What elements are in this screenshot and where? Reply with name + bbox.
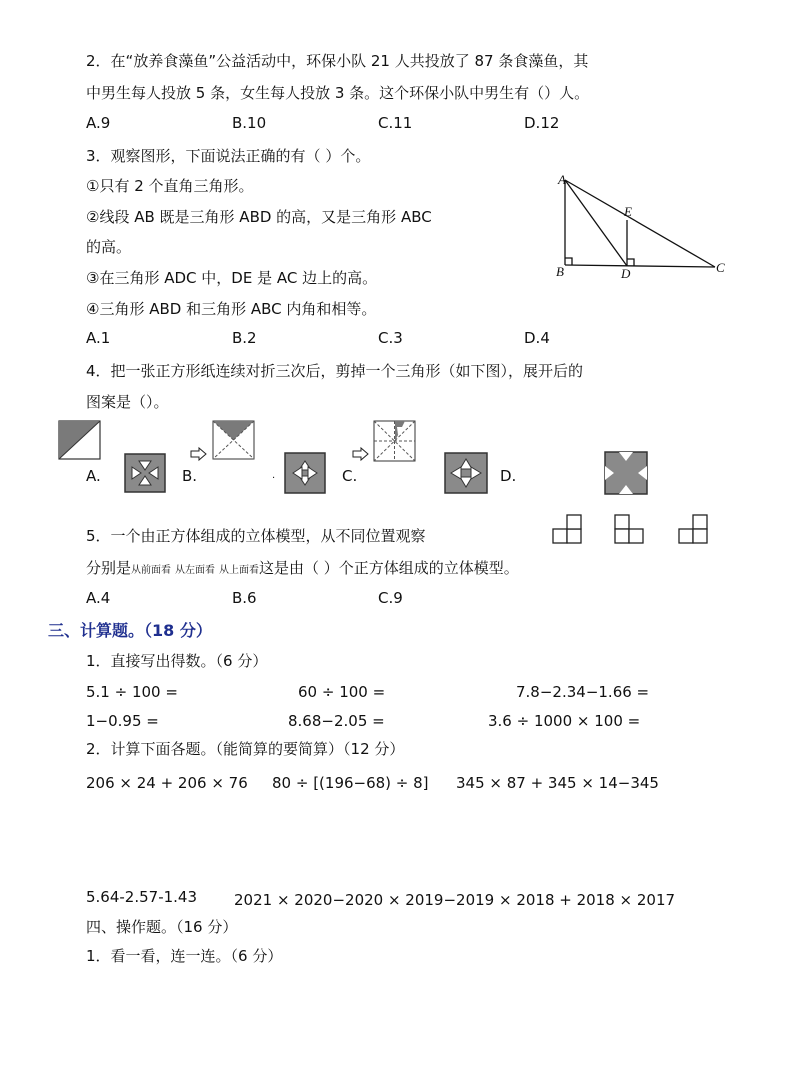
q4-option-a: A. [86,467,101,485]
q2-option-a: A.9 [86,114,111,132]
q2-option-b: B.10 [232,114,267,132]
q4-option-d: D. [500,467,517,485]
q5-line1: 5．一个由正方体组成的立体模型，从不同位置观察 [86,527,426,545]
calc-r1c3: 7.8−2.34−1.66 = [516,683,650,701]
q3-statement-4: ④三角形 ABD 和三角形 ABC 内角和相等。 [86,300,377,318]
label-c: C [716,260,725,275]
q5-option-a: A.4 [86,589,111,607]
section4-sub1: 1．看一看，连一连。（6 分） [86,947,283,965]
right-angle-d [627,259,634,266]
view-top-icon [678,514,708,544]
fold-step-3 [373,420,417,462]
calc-r4c1: 5.64-2.57-1.43 [86,888,198,906]
triangle-figure [550,172,730,282]
arrow-icon-2 [352,447,370,461]
calc-r3c1: 206 × 24 + 206 × 76 [86,774,248,792]
calc-r1c2: 60 ÷ 100 = [298,683,386,701]
segment-ac [565,180,715,267]
calc-r3c2: 80 ÷ [(196−68) ÷ 8] [272,774,429,792]
arrow-icon-1 [190,447,208,461]
q4-pattern-c [444,452,488,494]
label-d: D [621,266,631,281]
q4-pattern-b [284,452,326,494]
segment-ad [565,180,627,266]
q5-option-c: C.9 [378,589,403,607]
segment-bc [565,265,715,267]
q4-line2: 图案是（）。 [86,393,169,411]
calc-r2c2: 8.68−2.05 = [288,712,385,730]
section3-sub1: 1．直接写出得数。（6 分） [86,652,268,670]
q3-option-a: A.1 [86,329,111,347]
q5-view-left: 从左面看 [175,565,216,576]
calc-r1c1: 5.1 ÷ 100 = [86,683,178,701]
q3-statement-2b: 的高。 [86,238,132,256]
q3-statement-1: ①只有 2 个直角三角形。 [86,177,254,195]
q5-lead: 分别是 [86,559,132,577]
view-front-icon [552,514,582,544]
calc-r3c3: 345 × 87 + 345 × 14−345 [456,774,659,792]
calc-r4c2: 2021 × 2020−2020 × 2019−2019 × 2018 + 2018 × 2017 [234,891,676,909]
calc-r2c3: 3.6 ÷ 1000 × 100 = [488,712,641,730]
q2-option-d: D.12 [524,114,560,132]
q5-view-front: 从前面看 [131,565,172,576]
q3-statement-2a: ②线段 AB 既是三角形 ABD 的高，又是三角形 ABC [86,208,432,226]
section3-title: 三、计算题。（18 分） [48,621,212,640]
q3-option-d: D.4 [524,329,550,347]
label-e: E [624,204,632,219]
fold-step-2 [212,420,256,460]
q5-view-top: 从上面看 [219,565,260,576]
q3-stem: 3．观察图形，下面说法正确的有（ ）个。 [86,147,371,165]
section3-sub2: 2．计算下面各题。（能简算的要简算）（12 分） [86,740,405,758]
q4-pattern-a [124,453,166,493]
q4-option-b: B. [182,467,198,485]
q3-option-b: B.2 [232,329,257,347]
label-b: B [556,264,564,279]
q2-option-c: C.11 [378,114,413,132]
fold-step-1 [58,420,102,460]
q2-line2: 中男生每人投放 5 条，女生每人投放 3 条。这个环保小队中男生有（）人。 [86,84,590,102]
q4-option-c: C. [342,467,358,485]
view-left-icon [614,514,644,544]
section4-title: 四、操作题。（16 分） [86,918,238,936]
calc-r2c1: 1−0.95 = [86,712,159,730]
q2-line1: 2．在“放养食藻鱼”公益活动中，环保小队 21 人共投放了 87 条食藻鱼，其 [86,52,589,70]
q5-option-b: B.6 [232,589,257,607]
q4-stray-dot: . [272,470,276,481]
q3-statement-3: ③在三角形 ADC 中，DE 是 AC 边上的高。 [86,269,378,287]
label-a: A [558,172,566,187]
q3-option-c: C.3 [378,329,403,347]
right-angle-b [565,258,572,265]
q5-tail: 这是由（ ）个正方体组成的立体模型。 [259,559,519,577]
q5-line2 [86,557,519,578]
q4-pattern-d [604,451,648,495]
q4-line1: 4．把一张正方形纸连续对折三次后，剪掉一个三角形（如下图），展开后的 [86,362,584,380]
